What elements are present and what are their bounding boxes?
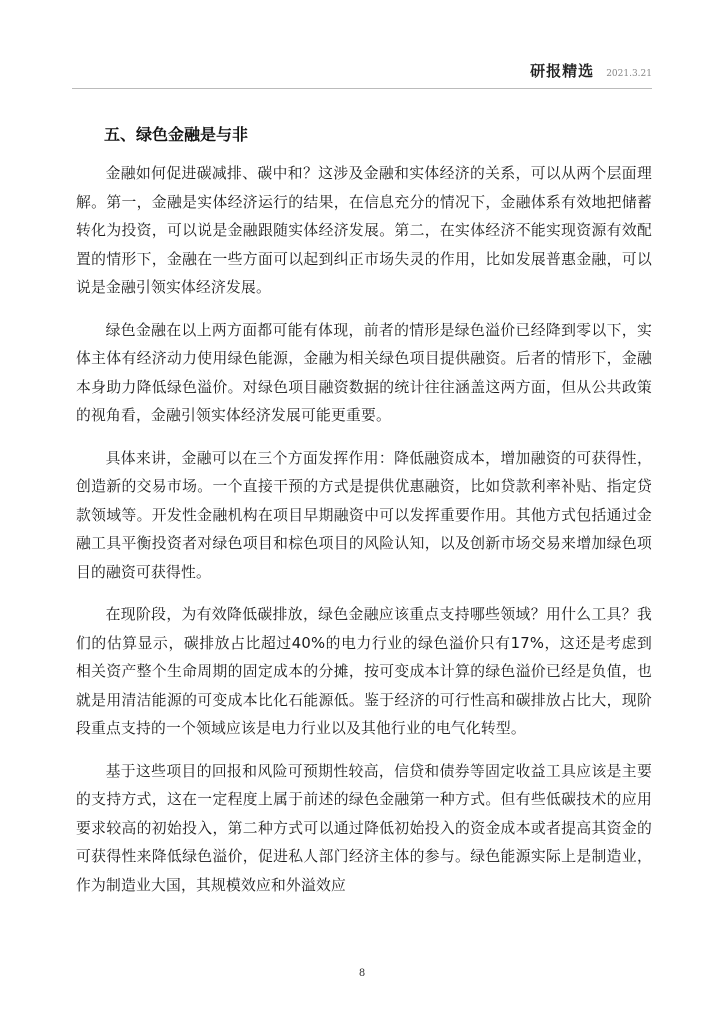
body-text: [76, 160, 652, 914]
page-number: 8: [358, 968, 366, 979]
header-title: 研报精选: [530, 62, 595, 80]
header-divider: [72, 88, 652, 89]
section-title: 五、绿色金融是与非: [104, 125, 249, 144]
paragraph-3: 具体来讲，金融可以在三个方面发挥作用：降低融资成本，增加融资的可获得性，创造新的交易市场。一个直接干预的方式是提供优惠融资，比如贷款利率补贴、指定贷款领域等。开发性金融机构在项目早期融资中可以发挥重要作用。其他方式包括通过金融工具平衡投资者对绿色项目和棕色项目的风险认知，以及创新市场交易来增加绿色项目的融资可获得性。: [76, 449, 652, 581]
paragraph-1: 金融如何促进碳减排、碳中和？这涉及金融和实体经济的关系，可以从两个层面理解。第一，金融是实体经济运行的结果，在信息充分的情况下，金融体系有效地把储蓄转化为投资，可以说是金融跟随实体经济发展。第二，在实体经济不能实现资源有效配置的情形下，金融在一些方面可以起到纠正市场失灵的作用，比如发展普惠金融，可以说是金融引领实体经济发展。: [76, 165, 652, 296]
paragraph-5: 基于这些项目的回报和风险可预期性较高，信贷和债券等固定收益工具应该是主要的支持方式，这在一定程度上属于前述的绿色金融第一种方式。但有些低碳技术的应用要求较高的初始投入，第二种方式可以通过降低初始投入的资金成本或者提高其资金的可获得性来降低绿色溢价，促进私人部门经济主体的参与。绿色能源实际上是制造业，作为制造业大国，其规模效应和外溢效应: [76, 762, 652, 894]
header-date: 2021.3.21: [606, 69, 652, 79]
paragraph-4: 在现阶段，为有效降低碳排放，绿色金融应该重点支持哪些领域？用什么工具？我们的估算显示，碳排放占比超过40%的电力行业的绿色溢价只有17%，这还是考虑到相关资产整个生命周期的固定成本的分摊，按可变成本计算的绿色溢价已经是负值，也就是用清洁能源的可变成本比化石能源低。鉴于经济的可行性高和碳排放占比大，现阶段重点支持的一个领域应该是电力行业以及其他行业的电气化转型。: [76, 606, 652, 737]
paragraph-2: 绿色金融在以上两方面都可能有体现，前者的情形是绿色溢价已经降到零以下，实体主体有经济动力使用绿色能源，金融为相关绿色项目提供融资。后者的情形下，金融本身助力降低绿色溢价。对绿色项目融资数据的统计往往涵盖这两方面，但从公共政策的视角看，金融引领实体经济发展可能更重要。: [76, 321, 652, 424]
page-header: [530, 60, 652, 81]
